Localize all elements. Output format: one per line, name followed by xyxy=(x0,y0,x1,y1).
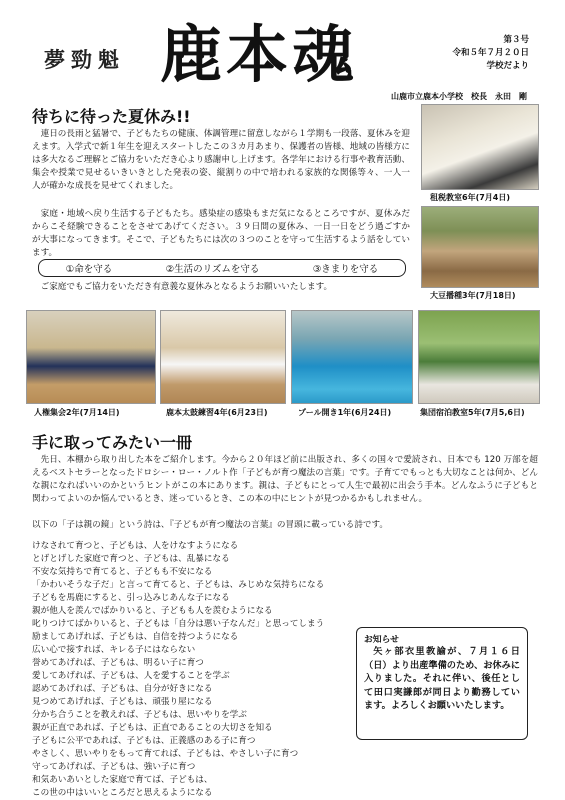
rule-item: ③きまりを守る xyxy=(312,264,379,275)
poem-line: 親が正直であれば、子どもは、正直であることの大切さを知る xyxy=(32,723,273,733)
issue-date: 令和５年７月２０日 xyxy=(452,48,529,58)
summer-paragraph-3: ご家庭でもご協力をいただき有意義な夏休みとなるようお願いいたします。 xyxy=(40,282,333,292)
masthead-subtitle: 夢勁魁 xyxy=(44,47,125,72)
book-paragraph: 先日、本棚から取り出した本をご紹介します。今から２０年ほど前に出版され、多くの国々で愛読され、日本でも 120 万部を超えるベストセラーとなったドロシー・ロー・ノルト作「子どもが育つ魔法の言葉」です。子育てでもっとも大切なことは何か、どんな親になればいいのかというヒントがこの本にあります。親は、子どもにとって人生で最初に出会う手本。どんなふうに子どもと関わってよいのか悩んでいるとき、迷っているとき、この本の中にヒントが見つかるかもしれません。 xyxy=(32,455,538,504)
photo-caption: 鹿本太鼓練習4年(6月23日) xyxy=(166,408,268,417)
poem-line: 子どもを馬鹿にすると、引っ込みじあんな子になる xyxy=(32,593,230,603)
photo-tax-class xyxy=(421,104,539,190)
poem-line: この世の中はいいところだと思えるようになる xyxy=(32,788,213,798)
rule-item: ①命を守る xyxy=(65,264,113,275)
section-title-summer: 待ちに待った夏休み!! xyxy=(32,107,191,126)
photo-caption: 大豆播種3年(7月18日) xyxy=(430,291,516,300)
poem-line: 見つめてあげれば、子どもは、頑張り屋になる xyxy=(32,697,213,707)
poem-line: 子どもに公平であれば、子どもは、正義感のある子に育つ xyxy=(32,736,256,746)
poem-line: けなされて育つと、子どもは、人をけなすようになる xyxy=(32,541,239,551)
poem-line: 和気あいあいとした家庭で育てば、子どもは、 xyxy=(32,775,213,785)
poem-line: 叱りつけてばかりいると、子どもは「自分は悪い子なんだ」と思ってしまう xyxy=(32,619,325,629)
issue-type: 学校だより xyxy=(486,61,529,71)
school-line: 山鹿市立鹿本小学校 校長 永田 剛 xyxy=(391,92,527,101)
photo-caption: 集団宿泊教室5年(7月5,6日) xyxy=(420,408,525,417)
section-title-book: 手に取ってみたい一冊 xyxy=(32,433,193,452)
photo-pool-opening xyxy=(291,310,413,404)
poem-line: 守ってあげれば、子どもは、強い子に育つ xyxy=(32,762,196,772)
poem-line: やさしく、思いやりをもって育てれば、子どもは、やさしい子に育つ xyxy=(32,749,299,759)
poem-intro: 以下の「子は親の鏡」という詩は、『子どもが育つ魔法の言葉』の冒頭に載っている詩です。 xyxy=(32,520,388,530)
photo-caption: プール開き1年(6月24日) xyxy=(298,408,392,417)
summer-paragraph-2: 家庭・地域へ戻り生活する子どもたち。感染症の感染もまだ気になるところですが、夏休みだからこそ経験できることをさせてあげてください。３９日間の夏休み、一日一日をどう過ごすかが大事になってきます。そこで、子どもたちには次の３つのことを守って生活するよう話をしています。 xyxy=(32,209,410,258)
poem xyxy=(32,540,324,800)
poem-line: 誉めてあげれば、子どもは、明るい子に育つ xyxy=(32,658,204,668)
masthead-title: 鹿本魂 xyxy=(160,18,359,91)
photo-taiko-practice xyxy=(160,310,286,404)
poem-line: 励ましてあげれば、子どもは、自信を持つようになる xyxy=(32,632,239,642)
photo-caption: 人権集会2年(7月14日) xyxy=(34,408,120,417)
poem-line: 「かわいそうな子だ」と言って育てると、子どもは、みじめな気持ちになる xyxy=(32,580,325,590)
rules-box xyxy=(38,259,406,277)
photo-soybean-sowing xyxy=(421,206,539,288)
poem-line: 親が他人を羨んでばかりいると、子どもも人を羨むようになる xyxy=(32,606,273,616)
photo-caption: 租税教室6年(7月4日) xyxy=(430,193,511,202)
rule-item: ②生活のリズムを守る xyxy=(165,264,260,275)
poem-line: とげとげした家庭で育つと、子どもは、乱暴になる xyxy=(32,554,230,564)
notice-box xyxy=(356,627,528,740)
poem-line: 認めてあげれば、子どもは、自分が好きになる xyxy=(32,684,213,694)
photo-human-rights-assembly xyxy=(26,310,156,404)
poem-line: 分かち合うことを教えれば、子どもは、思いやりを学ぶ xyxy=(32,710,247,720)
issue-info xyxy=(452,34,529,73)
notice-title: お知らせ xyxy=(364,635,399,645)
poem-line: 不安な気持ちで育てると、子どもも不安になる xyxy=(32,567,213,577)
photo-group-lodging xyxy=(418,310,540,404)
summer-paragraph-1: 連日の長雨と猛暑で、子どもたちの健康、体調管理に留意しながら１学期も一段落、夏休みを迎えます。入学式で新１年生を迎えスタートしたこの３カ月あまり、保護者の皆様、地域の皆様方には多大なるご理解とご協力をいただき心より感謝申し上げます。各学年における行事や教育活動、集会や授業で見せるいきいきとした発表の姿、縦割りの中で培われる家族的な関係等々、一人一人が確かな成長を見せてくれました。 xyxy=(32,129,410,191)
notice-body: 矢ヶ部衣里教諭が、７月１６日（日）より出産準備のため、お休みに入りました。それに伴い、後任として田口実謙郎が同日より勤務しています。よろしくお願いいたします。 xyxy=(364,646,520,711)
poem-line: 広い心で接すれば、キレる子にはならない xyxy=(32,645,196,655)
poem-line: 愛してあげれば、子どもは、人を愛することを学ぶ xyxy=(32,671,230,681)
issue-number: 第３号 xyxy=(503,35,529,45)
